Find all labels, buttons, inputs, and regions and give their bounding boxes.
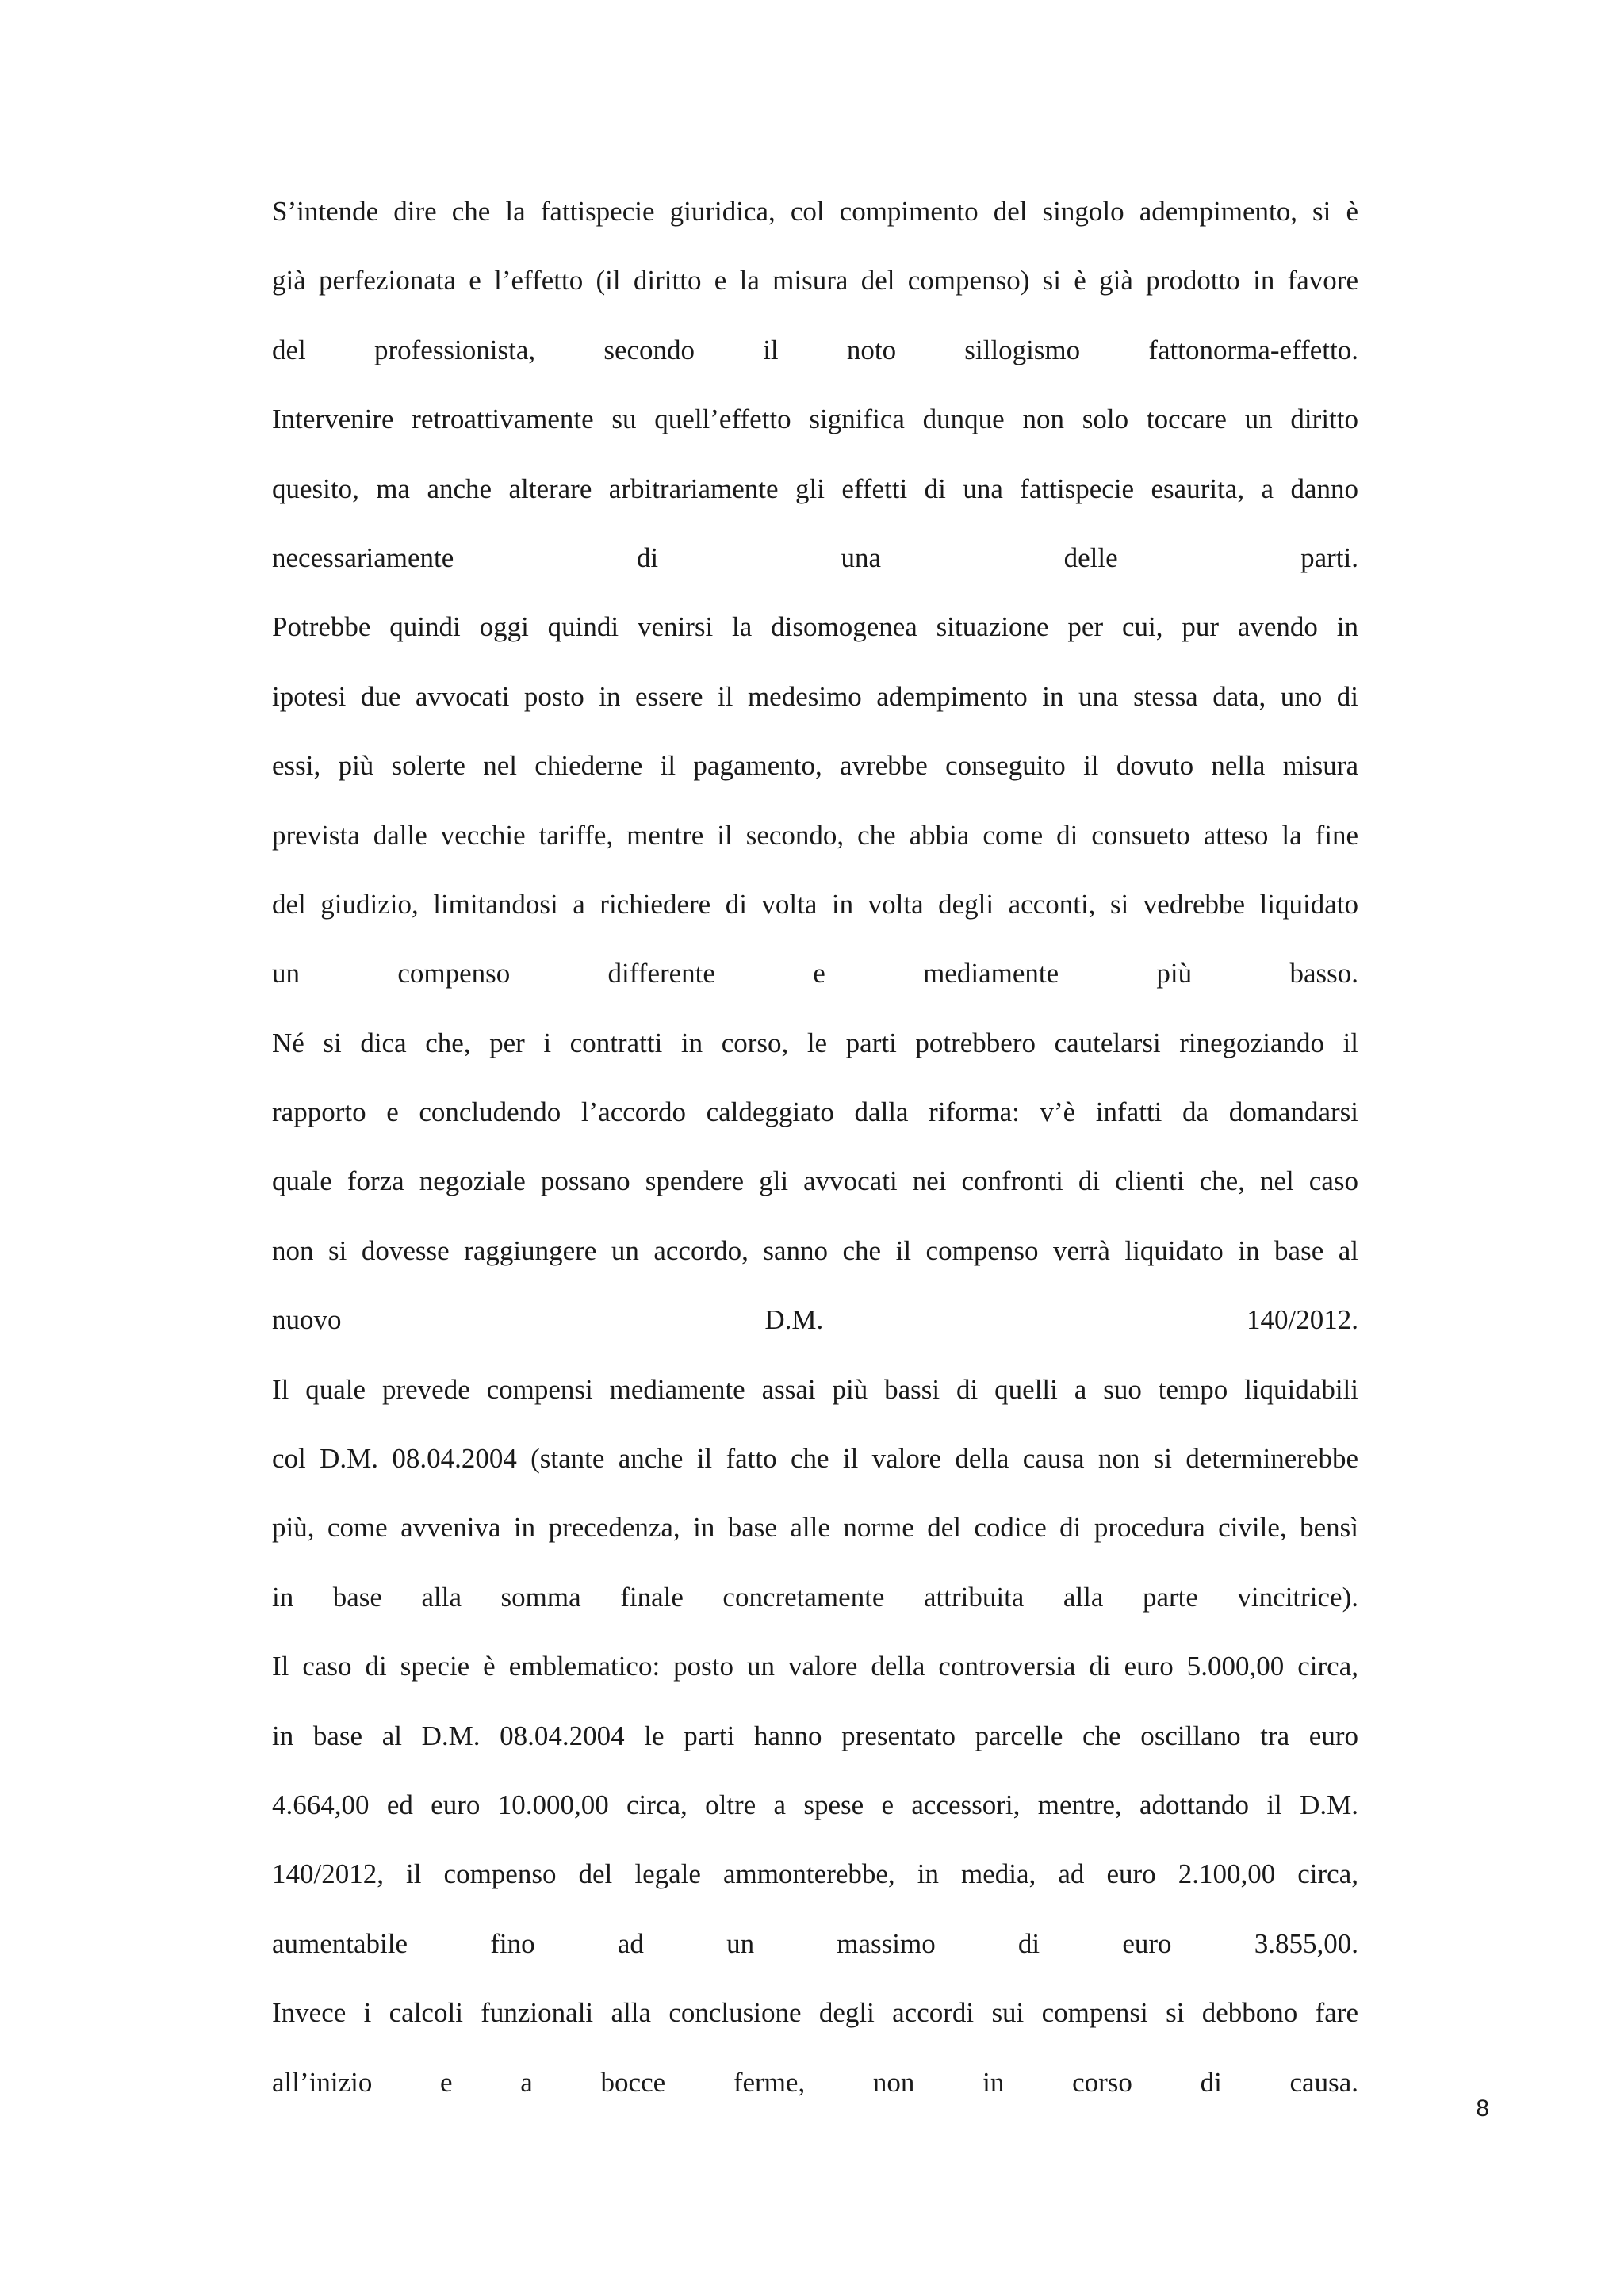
- text-line: in base alla somma finale concretamente attribuita alla parte vincitrice).: [272, 1581, 1358, 1613]
- text-line: Il quale prevede compensi mediamente assai più bassi di quelli a suo tempo liquidabili: [272, 1373, 1358, 1405]
- text-line: Il caso di specie è emblematico: posto un valore della controversia di euro 5.000,00 circa,: [272, 1651, 1358, 1682]
- text-line: ipotesi due avvocati posto in essere il medesimo adempimento in una stessa data, uno di: [272, 680, 1358, 712]
- text-line: 4.664,00 ed euro 10.000,00 circa, oltre a spese e accessori, mentre, adottando il D.M.: [272, 1789, 1358, 1820]
- text-line: del professionista, secondo il noto sillogismo fattonorma-effetto.: [272, 334, 1358, 365]
- text-line: necessariamente di una delle parti.: [272, 541, 1358, 573]
- text-line: nuovo D.M. 140/2012.: [272, 1304, 1358, 1336]
- text-line: S’intende dire che la fattispecie giuridica, col compimento del singolo adempimento, si è: [272, 196, 1358, 227]
- text-line: un compenso differente e mediamente più basso.: [272, 958, 1358, 989]
- text-line: Intervenire retroattivamente su quell’effetto significa dunque non solo toccare un diritto: [272, 404, 1358, 435]
- text-line: col D.M. 08.04.2004 (stante anche il fatto che il valore della causa non si determinerebbe: [272, 1443, 1358, 1475]
- text-line: più, come avveniva in precedenza, in base alle norme del codice di procedura civile, bensì: [272, 1512, 1358, 1544]
- text-line: aumentabile fino ad un massimo di euro 3.855,00.: [272, 1927, 1358, 1959]
- text-line: 140/2012, il compenso del legale ammonterebbe, in media, ad euro 2.100,00 circa,: [272, 1858, 1358, 1890]
- text-line: all’inizio e a bocce ferme, non in corso di causa.: [272, 2066, 1358, 2098]
- text-line: già perfezionata e l’effetto (il diritto e la misura del compenso) si è già prodotto in favore: [272, 265, 1358, 297]
- text-line: Invece i calcoli funzionali alla conclusione degli accordi sui compensi si debbono fare: [272, 1997, 1358, 2029]
- text-line: del giudizio, limitandosi a richiedere di volta in volta degli acconti, si vedrebbe liquidato: [272, 888, 1358, 920]
- text-line: non si dovesse raggiungere un accordo, sanno che il compenso verrà liquidato in base al: [272, 1234, 1358, 1266]
- text-line: prevista dalle vecchie tariffe, mentre il secondo, che abbia come di consueto atteso la fine: [272, 819, 1358, 851]
- text-line: Potrebbe quindi oggi quindi venirsi la disomogenea situazione per cui, pur avendo in: [272, 611, 1358, 643]
- body-text: [272, 189, 1358, 2129]
- text-line: quesito, ma anche alterare arbitrariamente gli effetti di una fattispecie esaurita, a danno: [272, 473, 1358, 504]
- text-line: in base al D.M. 08.04.2004 le parti hanno presentato parcelle che oscillano tra euro: [272, 1720, 1358, 1751]
- text-line: Né si dica che, per i contratti in corso, le parti potrebbero cautelarsi rinegoziando il: [272, 1027, 1358, 1058]
- text-line: essi, più solerte nel chiederne il pagamento, avrebbe conseguito il dovuto nella misura: [272, 750, 1358, 782]
- page-number: 8: [1476, 2095, 1489, 2122]
- text-line: quale forza negoziale possano spendere gli avvocati nei confronti di clienti che, nel caso: [272, 1165, 1358, 1197]
- text-line: rapporto e concludendo l’accordo caldeggiato dalla riforma: v’è infatti da domandarsi: [272, 1096, 1358, 1128]
